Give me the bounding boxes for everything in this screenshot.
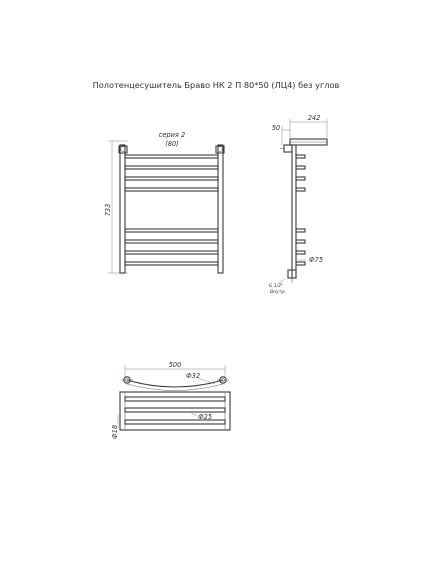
thread-note: Внутр. (270, 290, 286, 295)
width-dimension-label: 500 (168, 361, 182, 369)
top-view (111, 361, 230, 439)
side-rungs (296, 155, 305, 265)
height-dimension-label: 733 (104, 203, 112, 217)
thread-label: G 1/2" (268, 284, 284, 289)
rung-diameter-label: Ф25 (197, 413, 213, 421)
top-rail (127, 380, 223, 387)
series-value: (80) (165, 140, 179, 148)
depth-dimension-label: 242 (307, 114, 321, 122)
drawing-title: Полотенцесушитель Браво НК 2 П 80*50 (ЛЦ4) без углов (92, 80, 340, 90)
series-label: серия 2 (158, 131, 186, 139)
side-view (269, 114, 327, 295)
side-post (292, 145, 296, 278)
pipe-diameter-label: Ф32 (185, 372, 201, 380)
offset-dimension-label: 50 (271, 124, 281, 132)
diameter-dimension-label: Ф75 (308, 256, 324, 264)
front-view (104, 131, 224, 273)
front-rung (125, 397, 225, 401)
right-post (218, 145, 223, 273)
rungs (125, 155, 218, 265)
post-diameter-label: Ф18 (111, 424, 119, 440)
left-post (120, 145, 125, 273)
